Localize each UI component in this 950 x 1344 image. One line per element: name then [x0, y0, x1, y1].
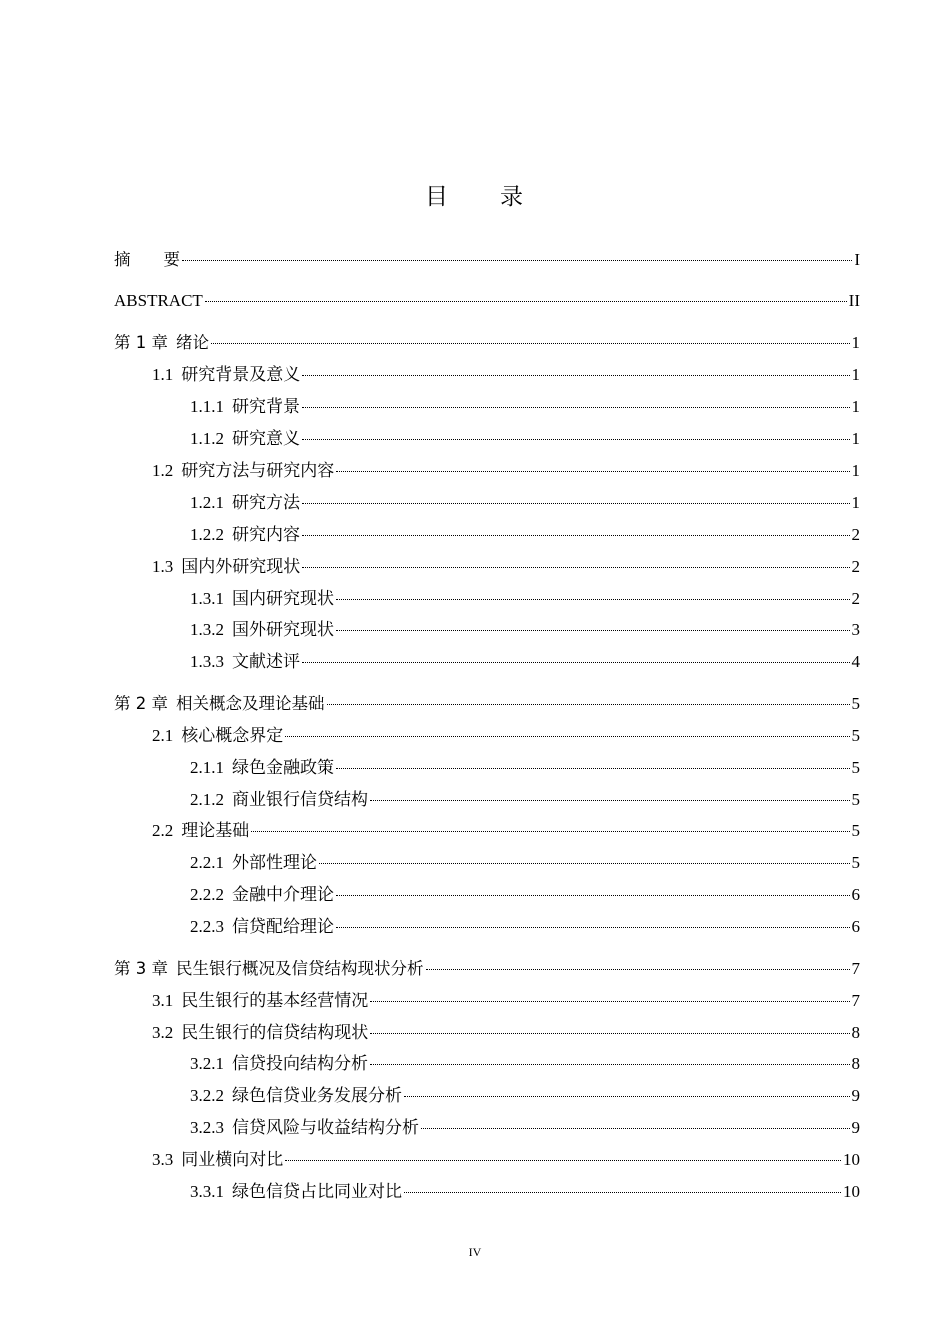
toc-entry-number: 2.1.1: [190, 758, 224, 777]
toc-entry-label: 金融中介理论: [232, 885, 334, 904]
dot-leader: [302, 359, 849, 376]
toc-entry-title: [114, 332, 209, 354]
toc-entry-title: [190, 1085, 402, 1107]
toc-entry-label: 绿色信贷业务发展分析: [232, 1086, 402, 1105]
toc-entry-title: [190, 588, 334, 610]
toc-entry-label: 民生银行的信贷结构现状: [181, 1023, 369, 1042]
dot-leader: [370, 784, 850, 801]
toc-entry-label: 同业横向对比: [181, 1150, 284, 1169]
toc-entry-number: 1.3.1: [190, 589, 224, 608]
toc-entry[interactable]: [114, 1021, 860, 1044]
toc-entry[interactable]: [114, 491, 860, 514]
toc-title: [0, 178, 950, 211]
toc-entry[interactable]: [114, 395, 860, 418]
toc-entry-title: [152, 725, 283, 747]
toc-entry-number: 2.2.1: [190, 853, 224, 872]
toc-entry-page: 10: [843, 1182, 860, 1201]
dot-leader: [421, 1112, 850, 1129]
toc-entry[interactable]: [114, 1052, 860, 1075]
toc-entry-title: [114, 693, 325, 715]
toc-entry-title: [152, 1149, 283, 1171]
toc-entry-number: 2.1.2: [190, 790, 224, 809]
toc-entry-page: 8: [851, 1023, 860, 1042]
toc-entry-number: 3.2.2: [190, 1086, 224, 1105]
toc-entry-label: 民生银行概况及信贷结构现状分析: [176, 959, 424, 978]
toc-entry-label: 文献述评: [232, 652, 300, 671]
toc-entry-number: 2.2.3: [190, 917, 224, 936]
toc-entry-title: [152, 990, 368, 1012]
toc-entry-label: 研究方法: [232, 493, 300, 512]
toc-entry-title: [190, 916, 334, 938]
toc-entry-page: 5: [851, 790, 860, 809]
toc-entry-title: [190, 884, 334, 906]
toc-entry-number: 2.2.2: [190, 885, 224, 904]
toc-entry-page: 9: [851, 1118, 860, 1137]
toc-entry[interactable]: [114, 650, 860, 673]
toc-entry-title: [190, 789, 368, 811]
dot-leader: [251, 815, 849, 832]
toc-entry[interactable]: [114, 1116, 860, 1139]
toc-entry-label: 核心概念界定: [181, 726, 284, 745]
toc-entry-page: 2: [851, 589, 860, 608]
toc-entry-label: 研究背景及意义: [181, 365, 301, 384]
toc-entry-label: 研究方法与研究内容: [181, 461, 335, 480]
toc-entry-number: 2.2: [152, 821, 174, 840]
dot-leader: [336, 614, 850, 631]
dot-leader: [336, 879, 850, 896]
toc-entry-title: [114, 958, 424, 980]
dot-leader: [182, 244, 852, 261]
toc-entry-page: 5: [851, 726, 860, 745]
toc-entry-label: 商业银行信贷结构: [232, 790, 368, 809]
toc-entry-number: 3.3.1: [190, 1182, 224, 1201]
dot-leader: [370, 1048, 850, 1065]
toc-entry-page: 1: [851, 461, 860, 480]
toc-entry-number: 1.3.3: [190, 652, 224, 671]
toc-entry-title: [190, 524, 300, 546]
toc-entry[interactable]: [114, 692, 860, 715]
toc-entry-title: [152, 1022, 368, 1044]
dot-leader: [336, 911, 850, 928]
toc-entry[interactable]: [114, 724, 860, 747]
dot-leader: [404, 1176, 841, 1193]
toc-entry-number: 3.2: [152, 1023, 174, 1042]
toc-entry-title: [152, 820, 249, 842]
dot-leader: [336, 752, 850, 769]
toc-entry-number: 3.2.1: [190, 1054, 224, 1073]
toc-entry-page: 1: [851, 429, 860, 448]
toc-entry-label: 摘 要: [114, 250, 180, 269]
toc-entry-label: 理论基础: [181, 821, 250, 840]
toc-entry-number: 2.1: [152, 726, 174, 745]
toc-entry-label: 国内研究现状: [232, 589, 334, 608]
toc-entry-title: [190, 619, 334, 641]
toc-entry-label: 相关概念及理论基础: [176, 694, 325, 713]
toc-entry-number: 1.2.2: [190, 525, 224, 544]
toc-entry[interactable]: [114, 1180, 860, 1203]
toc-entry-page: 5: [851, 694, 860, 713]
toc-entry-number: 1.1.2: [190, 429, 224, 448]
toc-entry-label: 信贷风险与收益结构分析: [232, 1118, 419, 1137]
dot-leader: [336, 455, 849, 472]
toc-entry-label: 国内外研究现状: [181, 557, 301, 576]
toc-entry[interactable]: [114, 523, 860, 546]
toc-entry-page: 1: [851, 333, 860, 352]
toc-entry[interactable]: [114, 289, 860, 312]
toc-entry-title: [190, 651, 300, 673]
dot-leader: [285, 720, 849, 737]
toc-entry-page: 10: [843, 1150, 860, 1169]
toc-entry-label: 国外研究现状: [232, 620, 334, 639]
toc-entry[interactable]: [114, 587, 860, 610]
dot-leader: [285, 1144, 841, 1161]
toc-title-char-2: 录: [500, 184, 525, 210]
toc-entry-page: 2: [851, 557, 860, 576]
dot-leader: [302, 519, 850, 536]
toc-entry[interactable]: [114, 1148, 860, 1171]
dot-leader: [319, 847, 850, 864]
page-number: IV: [468, 1245, 482, 1259]
dot-leader: [370, 985, 849, 1002]
toc-entry-number: 1.2.1: [190, 493, 224, 512]
toc-entry[interactable]: [114, 1084, 860, 1107]
toc-entry-page: 1: [851, 397, 860, 416]
toc-entry[interactable]: [114, 555, 860, 578]
toc-entry-page: 1: [851, 493, 860, 512]
dot-leader: [336, 583, 850, 600]
toc-entry[interactable]: [114, 883, 860, 906]
toc-entry[interactable]: [114, 957, 860, 980]
toc-entry-title: [114, 249, 180, 271]
toc-entry[interactable]: [114, 851, 860, 874]
toc-entry[interactable]: [114, 819, 860, 842]
toc-entry-title: [152, 556, 300, 578]
dot-leader: [302, 423, 850, 440]
toc-entry-number: 1.2: [152, 461, 174, 480]
toc-entry-label: 研究背景: [232, 397, 300, 416]
toc-entry-page: 6: [851, 885, 860, 904]
toc-entry-number: 3.2.3: [190, 1118, 224, 1137]
toc-entry-label: 绿色信贷占比同业对比: [232, 1182, 402, 1201]
toc-entry-page: II: [848, 291, 860, 310]
toc-entry[interactable]: [114, 459, 860, 482]
toc-entry-number: 1.1.1: [190, 397, 224, 416]
toc-entry-number: 3.3: [152, 1150, 174, 1169]
toc-entry-label: ABSTRACT: [114, 291, 203, 310]
toc-entry-page: 9: [851, 1086, 860, 1105]
toc-entry-title: [190, 396, 300, 418]
dot-leader: [426, 953, 850, 970]
toc-entry-label: 民生银行的基本经营情况: [181, 991, 369, 1010]
toc-entry-number: 第 1 章: [114, 333, 168, 352]
toc-entry-number: 1.1: [152, 365, 174, 384]
toc-entry-page: 3: [851, 620, 860, 639]
toc-entry-title: [152, 460, 334, 482]
toc-entry-label: 信贷投向结构分析: [232, 1054, 368, 1073]
toc-entry-number: 3.1: [152, 991, 174, 1010]
toc-entry[interactable]: [114, 989, 860, 1012]
dot-leader: [302, 646, 850, 663]
toc-entry[interactable]: [114, 756, 860, 779]
toc-entry-label: 研究内容: [232, 525, 300, 544]
toc-entry[interactable]: [114, 363, 860, 386]
toc-entry-title: [190, 492, 300, 514]
toc-entry-number: 1.3: [152, 557, 174, 576]
toc-title-char-1: 目: [425, 184, 450, 210]
toc-entry-page: 5: [851, 853, 860, 872]
dot-leader: [370, 1017, 849, 1034]
toc-entry-page: I: [854, 250, 860, 269]
toc-entry-title: [190, 1053, 368, 1075]
toc-entry-title: [190, 428, 300, 450]
toc-entry[interactable]: [114, 915, 860, 938]
dot-leader: [327, 688, 850, 705]
toc-entry-label: 绿色金融政策: [232, 758, 334, 777]
dot-leader: [302, 487, 850, 504]
toc-entry-number: 1.3.2: [190, 620, 224, 639]
dot-leader: [211, 327, 850, 344]
toc-entry-page: 5: [851, 758, 860, 777]
toc-entry-title: [190, 1117, 419, 1139]
toc-entry-page: 7: [851, 991, 860, 1010]
dot-leader: [302, 551, 849, 568]
toc-entry-page: 7: [851, 959, 860, 978]
toc-entry-page: 8: [851, 1054, 860, 1073]
toc-entry-title: [190, 1181, 402, 1203]
dot-leader: [404, 1080, 850, 1097]
dot-leader: [205, 285, 847, 302]
toc-entry-page: 5: [851, 821, 860, 840]
toc-entry[interactable]: [114, 427, 860, 450]
toc-entry-label: 研究意义: [232, 429, 300, 448]
toc-entry-page: 2: [851, 525, 860, 544]
toc-entry-number: 第 3 章: [114, 959, 168, 978]
toc-entry-label: 绪论: [176, 333, 209, 352]
toc-entry-number: 第 2 章: [114, 694, 168, 713]
toc-entry-title: [152, 364, 300, 386]
toc-entry-label: 外部性理论: [232, 853, 317, 872]
toc-entry-label: 信贷配给理论: [232, 917, 334, 936]
toc-entry[interactable]: [114, 248, 860, 271]
toc-entry[interactable]: [114, 618, 860, 641]
toc-entry-page: 1: [851, 365, 860, 384]
toc-entry-title: [190, 852, 317, 874]
toc-entry-page: 4: [851, 652, 860, 671]
toc-entry-title: [190, 757, 334, 779]
dot-leader: [302, 391, 850, 408]
toc-entry-page: 6: [851, 917, 860, 936]
toc-entry[interactable]: [114, 331, 860, 354]
toc-entry-title: [114, 290, 203, 312]
toc-entry[interactable]: [114, 788, 860, 811]
